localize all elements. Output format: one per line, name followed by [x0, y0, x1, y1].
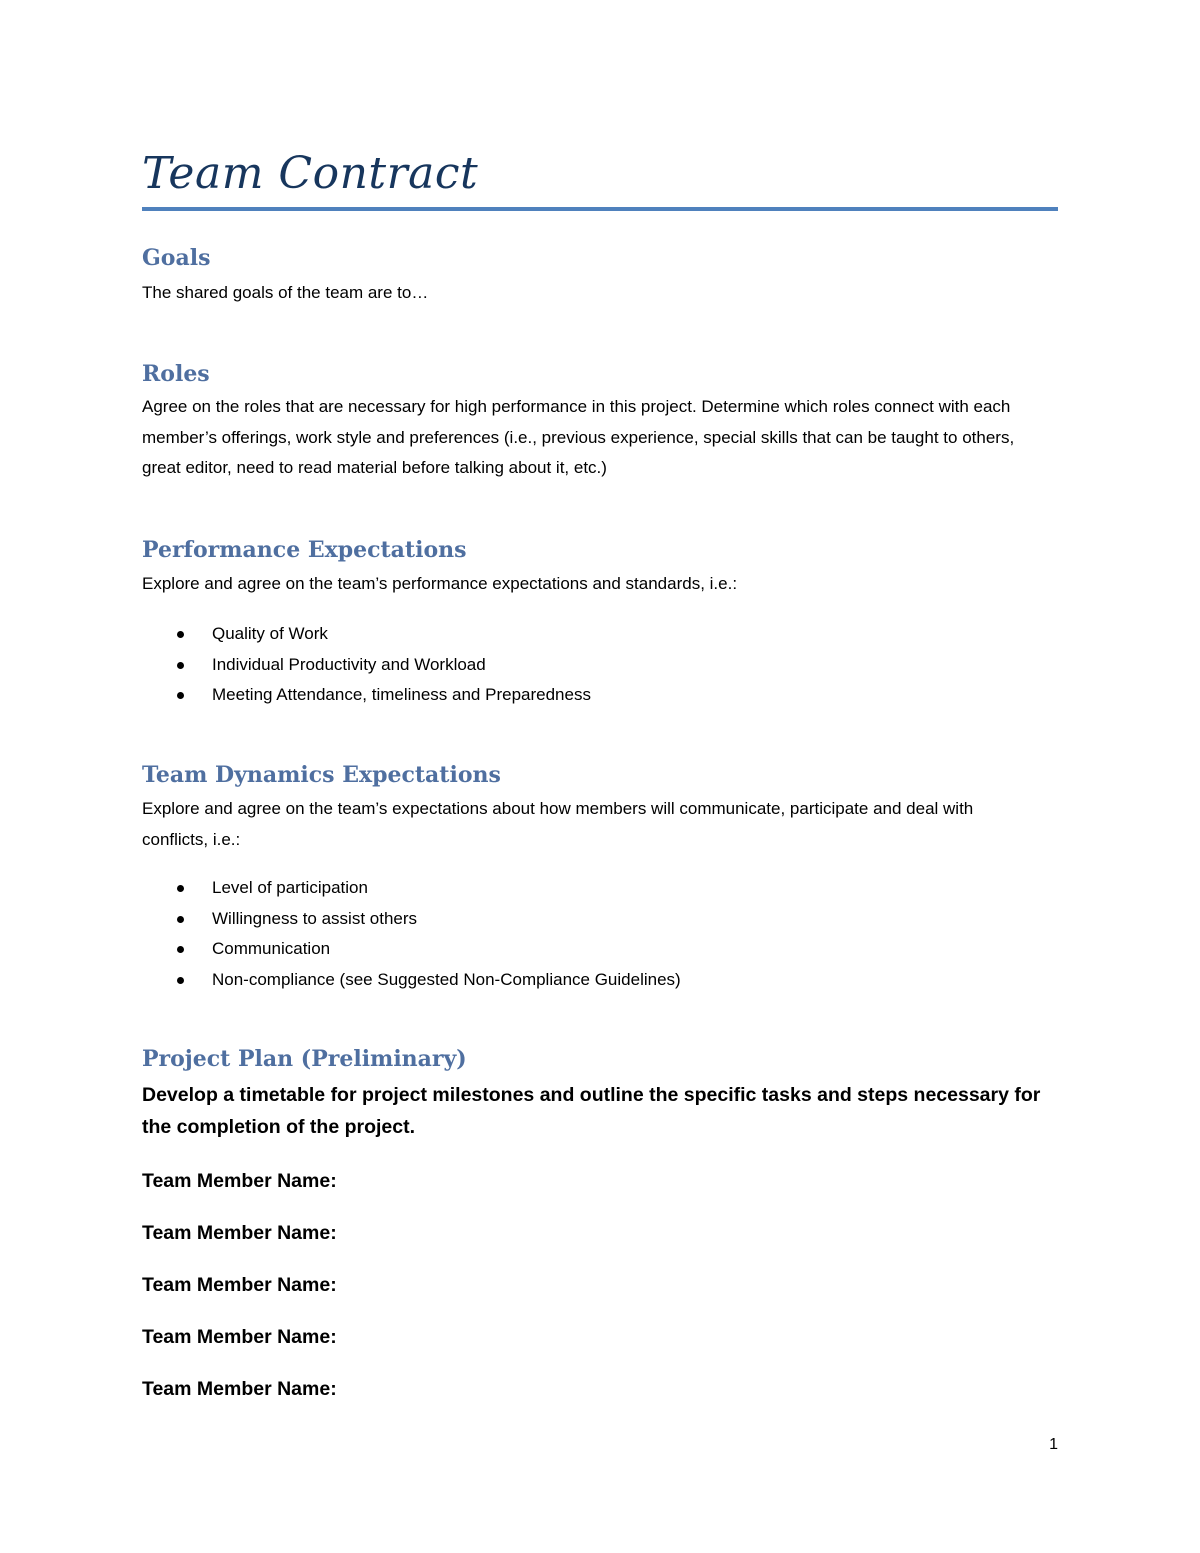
performance-heading: Performance Expectations [142, 537, 467, 563]
team-member-name-label: Team Member Name: [142, 1222, 337, 1244]
bullet-text: Non-compliance (see Suggested Non-Compliance Guidelines) [212, 969, 681, 989]
title-underline [142, 207, 1058, 211]
dynamics-bullet-list [142, 873, 1042, 995]
list-item [142, 650, 1042, 681]
project-plan-text: Develop a timetable for project milestones and outline the specific tasks and steps necessary for the completion of the project. [142, 1084, 1041, 1138]
document-title: Team Contract [142, 148, 479, 199]
bullet-icon [177, 631, 184, 638]
list-item [142, 873, 1042, 904]
team-member-name-label: Team Member Name: [142, 1378, 337, 1400]
roles-heading: Roles [142, 361, 210, 387]
bullet-text: Quality of Work [212, 624, 328, 643]
project-plan-heading: Project Plan (Preliminary) [142, 1046, 467, 1072]
roles-text: Agree on the roles that are necessary for high performance in this project. Determine which roles connect with each member’s offerings, work style and preferences (i.e., previous experience, special skills that can be taught to others, great editor, need to read material before talking about it, etc.) [142, 397, 1015, 477]
team-member-name-label: Team Member Name: [142, 1274, 337, 1296]
bullet-icon [177, 977, 184, 984]
list-item [142, 619, 1042, 650]
bullet-icon [177, 692, 184, 699]
bullet-icon [177, 916, 184, 923]
bullet-text: Willingness to assist others [212, 908, 418, 928]
list-item [142, 965, 1042, 996]
goals-heading: Goals [142, 245, 211, 271]
dynamics-heading: Team Dynamics Expectations [142, 762, 501, 788]
list-item [142, 680, 1042, 711]
team-member-name-label: Team Member Name: [142, 1170, 337, 1192]
bullet-text: Level of participation [212, 878, 368, 897]
performance-text: Explore and agree on the team’s performance expectations and standards, i.e.: [142, 574, 738, 593]
bullet-icon [177, 946, 184, 953]
team-member-name-label: Team Member Name: [142, 1326, 337, 1348]
goals-text: The shared goals of the team are to… [142, 283, 429, 302]
dynamics-text: Explore and agree on the team’s expectations about how members will communicate, participate and deal with conflicts, i.e.: [142, 799, 974, 849]
bullet-text: Communication [212, 939, 331, 958]
bullet-text: Individual Productivity and Workload [212, 654, 486, 674]
bullet-icon [177, 662, 184, 669]
bullet-icon [177, 885, 184, 892]
list-item [142, 934, 1042, 965]
bullet-text: Meeting Attendance, timeliness and Preparedness [212, 685, 591, 704]
performance-bullet-list [142, 619, 1042, 711]
page-number: 1 [1049, 1436, 1058, 1453]
list-item [142, 904, 1042, 935]
